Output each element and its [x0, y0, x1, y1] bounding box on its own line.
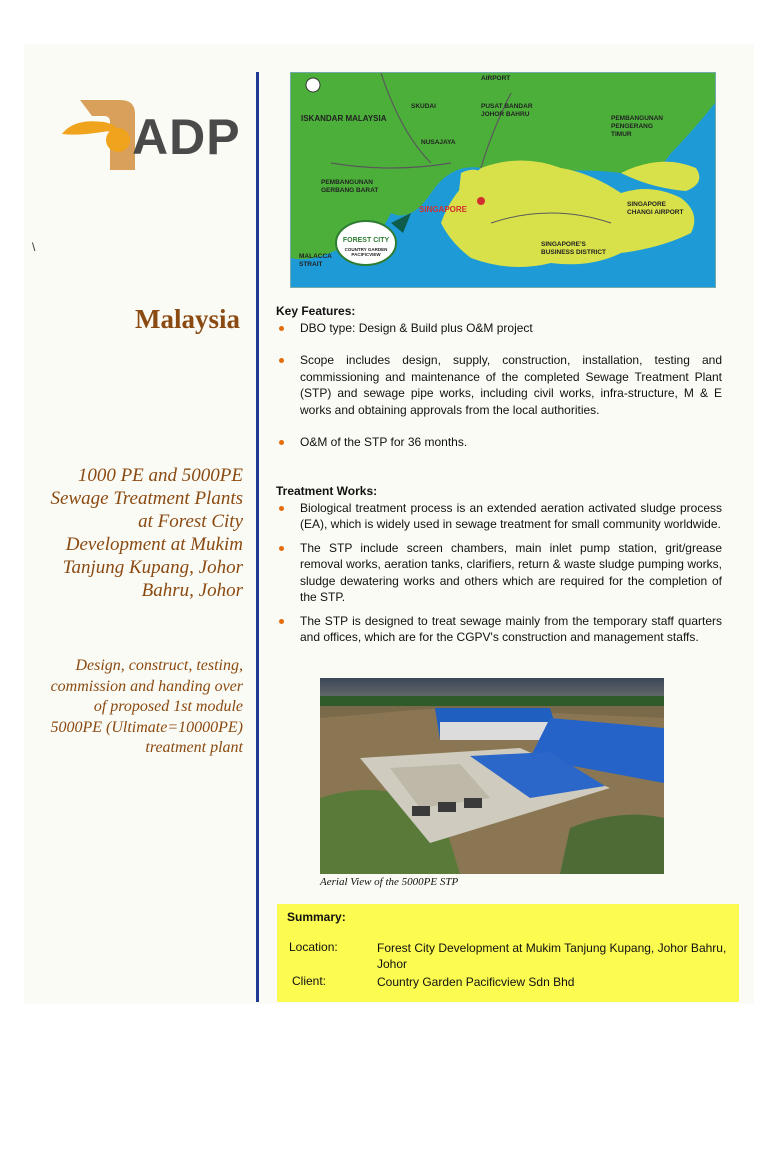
stray-mark: \: [32, 240, 36, 254]
summary-heading: Summary:: [287, 910, 346, 924]
map-label-singapore: SINGAPORE: [419, 205, 468, 214]
map-label-gerbang-barat: PEMBANGUNAN GERBANG BARAT: [321, 179, 379, 194]
list-item: Scope includes design, supply, construction, installation, testing and commissioning and maintenance of the completed Sewage Treatment Plant (STP) and sewage pipe works, including civil works, infra-structure, M & E works and obtaining approvals from the local authorities.: [276, 352, 722, 418]
vertical-divider: [256, 72, 259, 1002]
map-label-nusajaya: NUSAJAYA: [421, 139, 456, 146]
list-item: O&M of the STP for 36 months.: [276, 434, 722, 451]
photo-caption: Aerial View of the 5000PE STP: [320, 876, 459, 888]
map-label-skudai: SKUDAI: [411, 103, 436, 110]
list-item: Biological treatment process is an extended aeration activated sludge process (EA), which is widely used in sewage treatment for small community worldwide.: [276, 500, 722, 533]
map-label-johor-bahru: PUSAT BANDAR JOHOR BAHRU: [481, 103, 533, 118]
client-label: Client:: [292, 974, 327, 988]
location-value: Forest City Development at Mukim Tanjung Kupang, Johor Bahru, Johor: [377, 941, 727, 971]
map-label-forest-city-sub: COUNTRY GARDEN PACIFICVIEW: [344, 247, 388, 257]
map-label-iskandar: ISKANDAR MALAYSIA: [301, 114, 387, 123]
summary-box: [277, 904, 739, 1002]
brand-name: ADP: [132, 109, 241, 165]
list-item: The STP is designed to treat sewage mainly from the temporary staff quarters and offices, which are for the CGPV's construction and management staffs.: [276, 613, 722, 646]
list-item: DBO type: Design & Build plus O&M project: [276, 320, 722, 337]
list-item: The STP include screen chambers, main inlet pump station, grit/grease removal works, aeration tanks, clarifiers, return & waste sludge pumping works, sludge dewatering works and others which are required for the completion of the STP.: [276, 540, 722, 606]
map-label-airport: AIRPORT: [481, 75, 511, 82]
treatment-works-section: [276, 483, 722, 646]
key-features-section: [276, 303, 722, 451]
key-features-heading: Key Features:: [276, 304, 356, 318]
aerial-photo: [320, 678, 664, 874]
country-title: Malaysia: [135, 304, 240, 334]
project-scope: Design, construct, testing, commission and handing over of proposed 1st module 5000PE (Ultimate=10000PE) treatment plant: [50, 657, 243, 756]
location-map: [290, 72, 716, 288]
client-value: Country Garden Pacificview Sdn Bhd: [377, 975, 575, 989]
map-label-forest-city: FOREST CITY: [342, 237, 390, 244]
map-label-business: SINGAPORE'S BUSINESS DISTRICT: [541, 241, 607, 256]
map-label-pengerang: PEMBANGUNAN PENGERANG TIMUR: [611, 115, 663, 138]
map-label-malacca: MALACCA STRAIT: [299, 253, 332, 268]
treatment-works-heading: Treatment Works:: [276, 484, 378, 498]
map-label-changi: SINGAPORE CHANGI AIRPORT: [627, 201, 684, 216]
project-title: 1000 PE and 5000PE Sewage Treatment Plants at Forest City Development at Mukim Tanjung Kupang, Johor Bahru, Johor: [50, 465, 243, 601]
location-label: Location:: [289, 940, 338, 954]
